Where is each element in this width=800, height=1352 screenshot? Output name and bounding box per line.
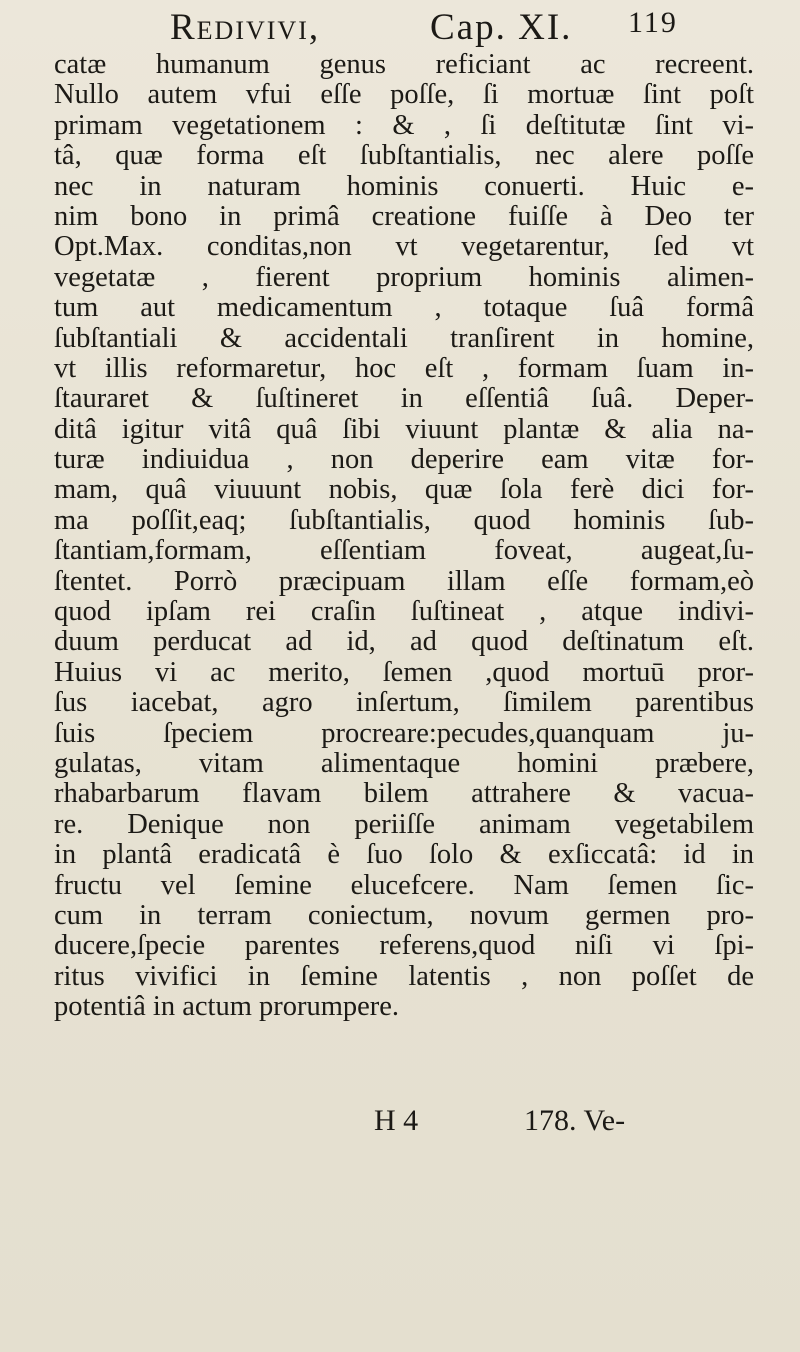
text-line: quod ipſam rei craſin ſuſtineat , atque indivi-	[54, 597, 754, 628]
text-line: cum in terram coniectum, novum germen pro-	[54, 900, 754, 931]
running-head	[130, 6, 730, 50]
text-line: ſtauraret & ſuſtineret in eſſentiâ ſuâ. Deper-	[54, 384, 754, 415]
text-line: primam vegetationem : & , ſi deſtitutæ ſint vi-	[54, 110, 754, 141]
text-line: nec in naturam hominis conuerti. Huic e-	[54, 171, 754, 202]
text-line: re. Denique non periiſſe animam vegetabilem	[54, 809, 754, 840]
text-line: ſuis ſpeciem procreare:pecudes,quanquam ju-	[54, 718, 754, 749]
text-line: ſtantiam,formam, eſſentiam foveat, augeat,ſu-	[54, 536, 754, 567]
text-line: tum aut medicamentum , totaque ſuâ formâ	[54, 293, 754, 324]
text-line: ditâ igitur vitâ quâ ſibi viuunt plantæ & alia na-	[54, 414, 754, 445]
text-line: ſubſtantiali & accidentali tranſirent in homine,	[54, 323, 754, 354]
text-line: Nullo autem vfui eſſe poſſe, ſi mortuæ ſint poſt	[54, 80, 754, 111]
text-line: turæ indiuidua , non deperire eam vitæ for-	[54, 445, 754, 476]
catchword: 178. Ve-	[524, 1104, 626, 1137]
signature-mark: H 4	[374, 1104, 419, 1137]
running-head-title: Redivivi,	[170, 7, 321, 48]
text-line: mam, quâ viuuunt nobis, quæ ſola ferè dici for-	[54, 475, 754, 506]
text-line: ſtentet. Porrò præcipuam illam eſſe formam,eò	[54, 566, 754, 597]
text-line: nim bono in primâ creatione fuiſſe à Deo ter	[54, 201, 754, 232]
text-line: potentiâ in actum prorumpere.	[54, 992, 400, 1023]
text-line: vt illis reformaretur, hoc eſt , formam ſuam in-	[54, 353, 754, 384]
page-number: 119	[628, 6, 678, 39]
text-line: duum perducat ad id, ad quod deſtinatum eſt.	[54, 627, 754, 658]
text-line: ritus vivifici in ſemine latentis , non poſſet de	[54, 961, 754, 992]
text-line: Opt.Max. conditas,non vt vegetarentur, ſed vt	[54, 232, 754, 263]
text-line: ſus iacebat, agro inſertum, ſimilem parentibus	[54, 688, 754, 719]
text-line: ma poſſit,eaq; ſubſtantialis, quod hominis ſub-	[54, 505, 754, 536]
running-head-chapter: Cap. XI.	[430, 7, 573, 48]
text-line: gulatas, vitam alimentaque homini præbere,	[54, 748, 754, 779]
text-line: in plantâ eradicatâ è ſuo ſolo & exſiccatâ: id in	[54, 840, 754, 871]
page-footer	[54, 1104, 754, 1140]
body-text	[54, 50, 754, 1023]
text-line: fructu vel ſemine elucefcere. Nam ſemen ſic-	[54, 870, 754, 901]
text-line: catæ humanum genus reficiant ac recreent.	[54, 50, 754, 80]
text-line: Huius vi ac merito, ſemen ,quod mortuū pror-	[54, 657, 754, 688]
text-line: ducere,ſpecie parentes referens,quod niſi vi ſpi-	[54, 931, 754, 962]
text-line: vegetatæ , fierent proprium hominis alimen-	[54, 262, 754, 293]
text-line: rhabarbarum flavam bilem attrahere & vacua-	[54, 779, 754, 810]
text-line: tâ, quæ forma eſt ſubſtantialis, nec alere poſſe	[54, 141, 754, 172]
